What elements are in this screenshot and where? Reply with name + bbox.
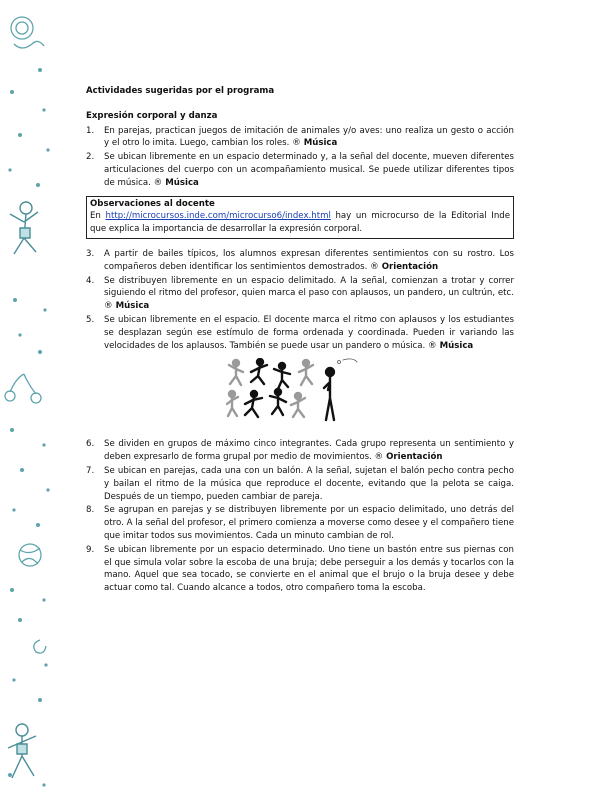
item-text: Se agrupan en parejas y se distribuyen libremente por un espacio delimitado, uno detrás del otro. A la señal del profesor, el primero comienza a moverse como desee y el compañero tiene que imitar todos sus movimientos. Cada un minuto cambian de rol. [104, 505, 514, 541]
item-tag: ® Orientación [370, 261, 439, 272]
decorative-sidebar [0, 0, 62, 800]
document-body [86, 85, 514, 596]
activity-list-b [86, 248, 514, 352]
item-number: 6. [86, 439, 95, 450]
item-number: 5. [86, 314, 95, 325]
item-number: 8. [86, 505, 95, 516]
list-item [86, 504, 514, 542]
item-number: 2. [86, 152, 95, 163]
list-item [86, 314, 514, 352]
list-item [86, 465, 514, 503]
list-item [86, 275, 514, 313]
observations-title: Observaciones al docente [90, 198, 215, 209]
item-tag: ® Orientación [374, 452, 443, 463]
child-figure-icon [8, 724, 36, 778]
item-text: Se dividen en grupos de máximo cinco integrantes. Cada grupo representa un sentimiento y deben expresarlo de forma grupal por medio de movimientos. [104, 439, 514, 463]
item-tag: ® Música [428, 340, 474, 351]
item-number: 4. [86, 275, 95, 286]
item-number: 3. [86, 248, 95, 259]
item-tag: ® Música [104, 301, 150, 312]
sidebar-illustrations [0, 0, 62, 800]
observations-prefix: En [90, 211, 101, 222]
item-tag: ® Música [292, 138, 338, 149]
section-title: Expresión corporal y danza [86, 110, 218, 121]
item-number: 1. [86, 125, 95, 136]
microcurso-link[interactable]: http://microcursos.inde.com/microcurso6/index.html [105, 211, 331, 222]
dancers-icon [226, 358, 376, 428]
item-number: 9. [86, 544, 95, 555]
child-figure-icon [10, 202, 38, 254]
activity-list-a [86, 125, 514, 190]
list-item [86, 125, 514, 151]
item-tag: ® Música [153, 177, 199, 188]
list-item [86, 544, 514, 595]
item-text: Se ubican en parejas, cada una con un balón. A la señal, sujetan el balón pecho contra pecho y bailan el ritmo de la música que reproduce el docente, evitando que la pelota se caiga. Después de un tiempo, pueden cambiar de pareja. [104, 465, 514, 502]
swirl-icon [11, 17, 33, 39]
dancers-illustration [86, 358, 514, 430]
item-text: A partir de bailes típicos, los alumnos expresan diferentes sentimientos con su rostro. Los compañeros deben identificar los sentimientos demostrados. [104, 248, 514, 272]
cherries-icon [10, 374, 36, 394]
item-text: Se ubican libremente en el espacio. El docente marca el ritmo con aplausos y los estudiantes se desplazan según ese estímulo de forma ordenada y coordinada. Pueden ir variando las velocidades de los aplausos. También se puede usar un pandero o música. [104, 314, 514, 351]
item-text: En parejas, practican juegos de imitación de animales y/o aves: uno realiza un gesto o acción y el otro lo imita. Luego, cambian los roles. [104, 125, 514, 149]
item-text: Se ubican libremente en un espacio determinado y, a la señal del docente, mueven diferentes articulaciones del cuerpo con un acompañamiento musical. Se puede utilizar diferentes tipos de música. [104, 152, 514, 188]
list-item [86, 438, 514, 464]
list-item [86, 151, 514, 189]
item-number: 7. [86, 465, 95, 476]
item-text: Se ubican libremente por un espacio determinado. Uno tiene un bastón entre sus piernas con el que simula volar sobre la escoba de una bruja; debe perseguir a los demás y tocarlos con la mano. Aquel que sea tocado, se convierte en el animal que el brujo o la bruja desee y debe actuar como tal. Cuando alcance a todos, otro compañero toma la escoba. [104, 544, 514, 594]
activity-list-c [86, 438, 514, 595]
observations-text: hay un microcurso de la Editorial Inde que explica la importancia de desarrollar la expresión corporal. [90, 211, 511, 235]
list-item [86, 248, 514, 274]
item-text: Se distribuyen libremente en un espacio delimitado. A la señal, comienzan a trotar y correr siguiendo el ritmo del profesor, quien marca el paso con aplausos, un pandero, un cultrún, etc. [104, 275, 514, 299]
observations-box [86, 196, 514, 239]
page-title: Actividades sugeridas por el programa [86, 86, 275, 96]
